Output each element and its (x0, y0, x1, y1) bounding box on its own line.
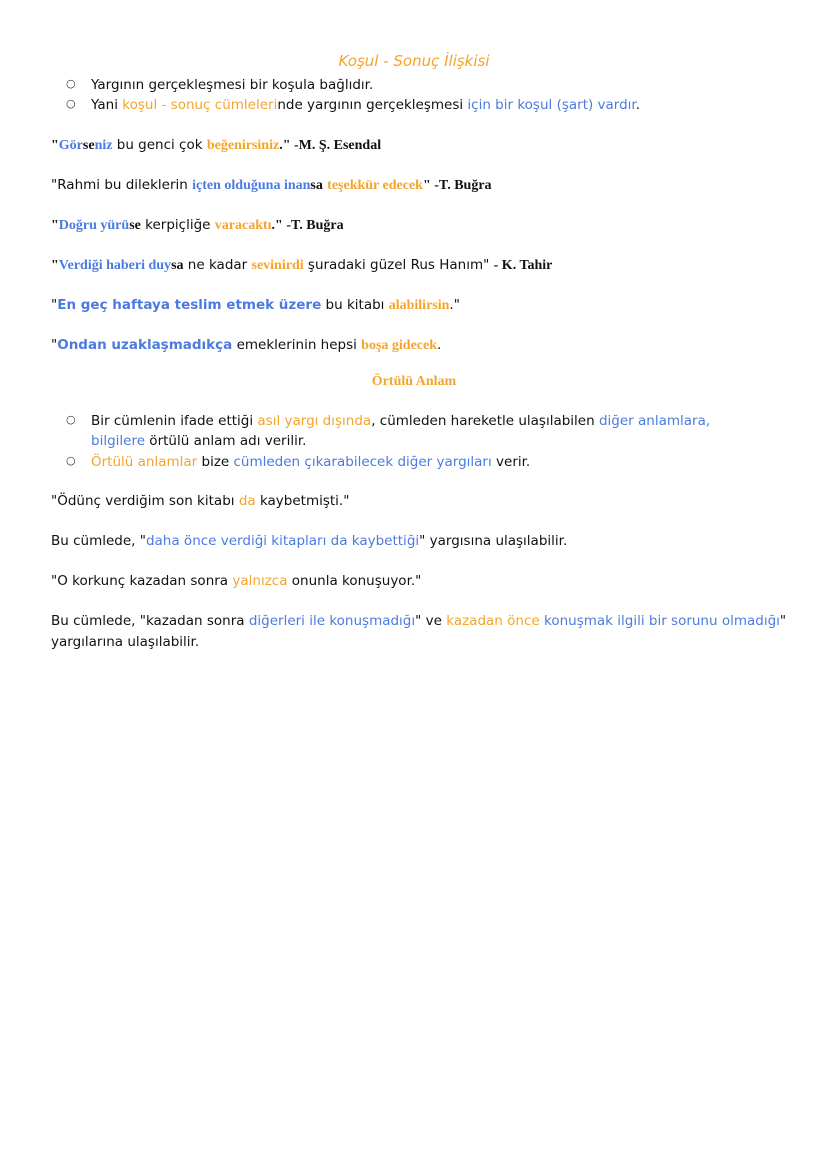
section-title-ortulu-anlam: Örtülü Anlam (371, 374, 457, 389)
bullet-icon: ○ (66, 454, 76, 467)
text: ." (279, 138, 294, 153)
highlight-blue: Verdiği haberi duy (58, 258, 172, 273)
highlight-blue: bilgilere (91, 433, 146, 449)
text: se (82, 138, 95, 153)
text: , cümleden hareketle ulaşılabilen (371, 413, 599, 429)
author: -M. Ş. Esendal (293, 138, 382, 153)
text: kerpiçliğe (140, 217, 215, 233)
highlight-blue: cümleden çıkarabilecek diğer yargıları (233, 454, 492, 470)
highlight-orange: teşekkür edecek (327, 178, 423, 193)
paragraph-continuation (51, 634, 199, 650)
text: "Rahmi bu dileklerin (51, 177, 193, 193)
example-bugra-1 (51, 177, 492, 194)
example-haftaya (51, 297, 460, 314)
section-title-kosul-sonuc: Koşul - Sonuç İlişkisi (338, 52, 490, 70)
text: Bu cümlede, " (51, 533, 146, 549)
author: -T. Buğra (434, 178, 492, 193)
highlight-blue: için bir koşul (şart) vardır (467, 97, 636, 113)
highlight-orange: boşa gidecek (361, 338, 438, 353)
text: " (51, 138, 59, 153)
text: " (51, 218, 59, 233)
highlight-orange: kazadan önce (446, 613, 540, 629)
text: bu genci çok (112, 137, 207, 153)
text: Bu cümlede, "kazadan sonra (51, 613, 249, 629)
text: kaybetmişti." (255, 493, 350, 509)
text: Bir cümlenin ifade ettiği (91, 413, 258, 429)
text: verir. (491, 454, 531, 470)
text: örtülü anlam adı verilir. (145, 433, 307, 449)
text: sa (171, 258, 184, 273)
text: . (437, 337, 442, 353)
paragraph (51, 573, 421, 589)
text: bu kitabı (321, 297, 389, 313)
text: Yani (91, 97, 123, 113)
bullet-icon: ○ (66, 97, 76, 110)
text: " yargısına ulaşılabilir. (419, 533, 568, 549)
text: "Ödünç verdiğim son kitabı (51, 493, 239, 509)
highlight-blue: konuşmak ilgili bir sorunu olmadığı (543, 613, 780, 629)
text: "O korkunç kazadan sonra (51, 573, 233, 589)
text: se (129, 218, 141, 233)
text: ." (271, 218, 287, 233)
bullet-icon: ○ (66, 413, 76, 426)
highlight-orange: asıl yargı dışında (257, 413, 372, 429)
highlight-blue: niz (94, 138, 113, 153)
highlight-orange: Örtülü anlamlar (91, 454, 198, 470)
paragraph (51, 533, 567, 549)
highlight-blue: daha önce verdiği kitapları da kaybettiği (145, 533, 420, 549)
paragraph (51, 493, 349, 509)
text: bize (197, 454, 234, 470)
highlight-blue: Ondan uzaklaşmadıkça (57, 337, 233, 353)
example-bugra-2 (51, 217, 344, 234)
text: yargılarına ulaşılabilir. (51, 634, 200, 650)
highlight-orange: beğenirsiniz (206, 138, 280, 153)
highlight-orange: yalnızca (232, 573, 288, 589)
author: -T. Buğra (286, 218, 344, 233)
text: emeklerinin hepsi (232, 337, 362, 353)
bullet-icon: ○ (66, 77, 76, 90)
highlight-orange: da (238, 493, 256, 509)
highlight-orange: koşul - sonuç cümleleri (122, 97, 278, 113)
highlight-blue: diğer anlamlara, (598, 413, 711, 429)
highlight-blue: diğerleri ile konuşmadığı (248, 613, 416, 629)
example-tahir (51, 257, 552, 274)
text: " (422, 178, 435, 193)
text: şuradaki güzel Rus Hanım" (303, 257, 494, 273)
text: " (51, 337, 58, 353)
author: - K. Tahir (493, 258, 553, 273)
text: " ve (415, 613, 447, 629)
example-uzaklasmadikca (51, 337, 441, 354)
text: nde yargının gerçekleşmesi (277, 97, 468, 113)
text: ." (449, 297, 460, 313)
highlight-blue: Doğru yürü (58, 218, 130, 233)
highlight-orange: varacaktı (214, 218, 272, 233)
highlight-orange: sevinirdi (251, 258, 304, 273)
text: ne kadar (183, 257, 252, 273)
highlight-orange: alabilirsin (388, 298, 450, 313)
paragraph (51, 613, 786, 629)
text: . (635, 97, 641, 113)
text: " (779, 613, 787, 629)
highlight-blue: Gör (58, 138, 83, 153)
text: Yargının gerçekleşmesi bir koşula bağlıdır. (91, 77, 374, 93)
text: onunla konuşuyor." (287, 573, 422, 589)
highlight-blue: En geç haftaya teslim etmek üzere (57, 297, 322, 313)
text: " (51, 258, 59, 273)
highlight-blue: içten olduğuna inan (192, 178, 311, 193)
text: sa (310, 178, 323, 193)
text: " (51, 297, 58, 313)
example-esendal (51, 137, 381, 154)
